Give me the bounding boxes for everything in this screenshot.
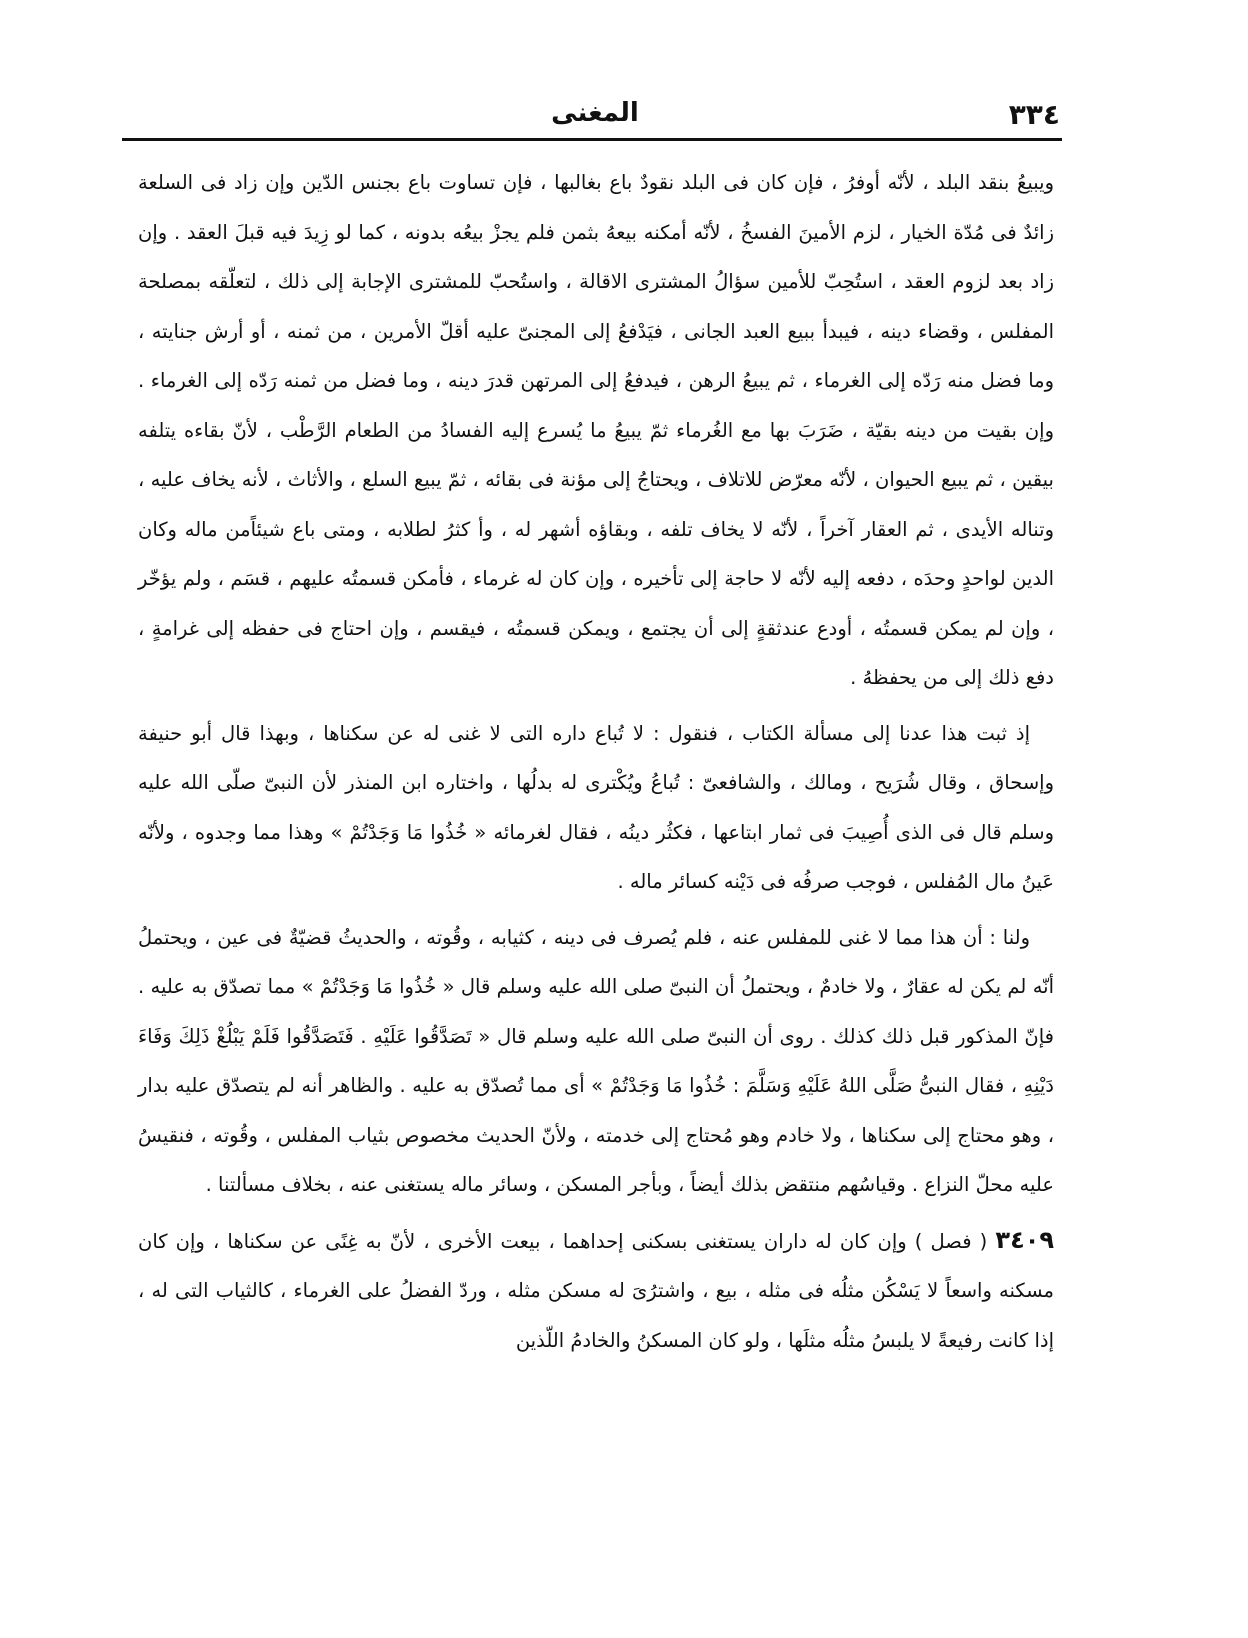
paragraph-2: إذ ثبت هذا عدنا إلى مسألة الكتاب ، فنقول : لا تُباع داره التى لا غنى له عن سكناها ، وبهذا قال أبو حنيفة وإسحاق ، وقال شُرَيح ، ومالك ، والشافعىّ : تُباعُ ويُكْترى له بدلُها ، واختاره ابن المنذر لأن النبىّ صلّى الله عليه وسلم قال فى الذى أُصِيبَ فى ثمار ابتاعها ، فكثُر دينُه ، فقال لغرمائه « خُذُوا مَا وَجَدْتُمْ » وهذا مما وجدوه ، ولأنّه عَينُ مال المُفلس ، فوجب صرفُه فى دَيْنه كسائر ماله .	[138, 721, 1054, 893]
header-rule	[122, 138, 1062, 141]
page-header	[130, 98, 1060, 138]
body-text	[138, 158, 1054, 1365]
section-paragraph	[138, 1216, 1054, 1366]
paragraph-1: ويبيعُ بنقد البلد ، لأنّه أوفرُ ، فإن كان فى البلد نقودٌ باع بغالبها ، فإن تساوت باع بجنس الدّين وإن زاد فى السلعة زائدٌ فى مُدّة الخيار ، لزم الأمينَ الفسخُ ، لأنّه أمكنه بيعهُ بثمن فلم يجزْ بيعُه بدونه ، كما لو زِيدَ فيه قبلَ العقد . وإن زاد بعد لزوم العقد ، استُحِبّ للأمين سؤالُ المشترى الاقالة ، واستُحبّ للمشترى الإجابة إلى ذلك ، لتعلّقه بمصلحة المفلس ، وقضاء دينه ، فيبدأ ببيع العبد الجانى ، فيَدْفعُ إلى المجنىّ عليه أقلّ الأمرين ، من ثمنه ، أو أرش جنايته ، وما فضل منه رَدّه إلى الغرماء ، ثم يبيعُ الرهن ، فيدفعُ إلى المرتهن قدرَ دينه ، وما فضل من ثمنه رَدّه إلى الغرماء . وإن بقيت من دينه بقيّة ، ضَرَبَ بها مع الغُرماء ثمّ يبيعُ ما يُسرع إليه الفسادُ من الطعام الرَّطْب ، لأنّ بقاءه يتلفه بيقين ، ثم يبيع الحيوان ، لأنّه معرّض للاتلاف ، ويحتاجُ إلى مؤنة فى بقائه ، ثمّ يبيع السلع ، والأثاث ، لأنه يخاف عليه ، وتناله الأيدى ، ثم العقار آخراً ، لأنّه لا يخاف تلفه ، وبقاؤه أشهر له ، وأ كثرُ لطلابه ، ومتى باع شيئاًمن ماله وكان الدين لواحدٍ وحدَه ، دفعه إليه لأنّه لا حاجة إلى تأخيره ، وإن كان له غرماء ، فأمكن قسمتُه عليهم ، قسَم ، ولم يؤخّر ، وإن لم يمكن قسمتُه ، أودع عندثقةٍ إلى أن يجتمع ، ويمكن قسمتُه ، فيقسم ، وإن احتاج فى حفظه إلى غرامةٍ ، دفع ذلك إلى من يحفظهُ .	[138, 171, 1054, 689]
section-number: ٣٤٠٩	[995, 1225, 1055, 1254]
page-number: ٣٣٤	[1008, 98, 1060, 131]
section-text: ( فصل ) وإن كان له داران يستغنى بسكنى إحداهما ، بيعت الأخرى ، لأنّ به غِنًى عن سكناها ، وإن كان مسكنه واسعاً لا يَسْكُن مثلُه فى مثله ، بيع ، واشترُىَ له مسكن مثله ، وردّ الفضلُ على الغرماء ، كالثياب التى له ، إذا كانت رفيعةً لا يلبسُ مثلُه مثلَها ، ولو كان المسكنُ والخادمُ اللّذين	[138, 1229, 1054, 1352]
paragraph-3: ولنا : أن هذا مما لا غنى للمفلس عنه ، فلم يُصرف فى دينه ، كثيابه ، وقُوته ، والحديثُ قضيّةٌ فى عين ، ويحتملُ أنّه لم يكن له عقارٌ ، ولا خادمٌ ، ويحتملُ أن النبىّ صلى الله عليه وسلم قال « خُذُوا مَا وَجَدْتُمْ » مما تصدّق به عليه . فإنّ المذكور قبل ذلك كذلك . روى أن النبىّ صلى الله عليه وسلم قال « تَصَدَّقُوا عَلَيْهِ . فَتَصَدَّقُوا فَلَمْ يَبْلُغْ ذَلِكَ وَفَاءَ دَيْنِهِ ، فقال النبىُّ صَلَّى اللهُ عَلَيْهِ وَسَلَّمَ : خُذُوا مَا وَجَدْتُمْ » أى مما تُصدّق به عليه . والظاهر أنه لم يتصدّق عليه بدار ، وهو محتاج إلى سكناها ، ولا خادم وهو مُحتاج إلى خدمته ، ولأنّ الحديث مخصوص بثياب المفلس ، وقُوته ، فنقيسُ عليه محلّ النزاع . وقياسُهم منتقض بذلك أيضاً ، وبأجر المسكن ، وسائر ماله يستغنى عنه ، بخلاف مسألتنا .	[138, 925, 1054, 1196]
running-title: المغنى	[551, 98, 639, 128]
